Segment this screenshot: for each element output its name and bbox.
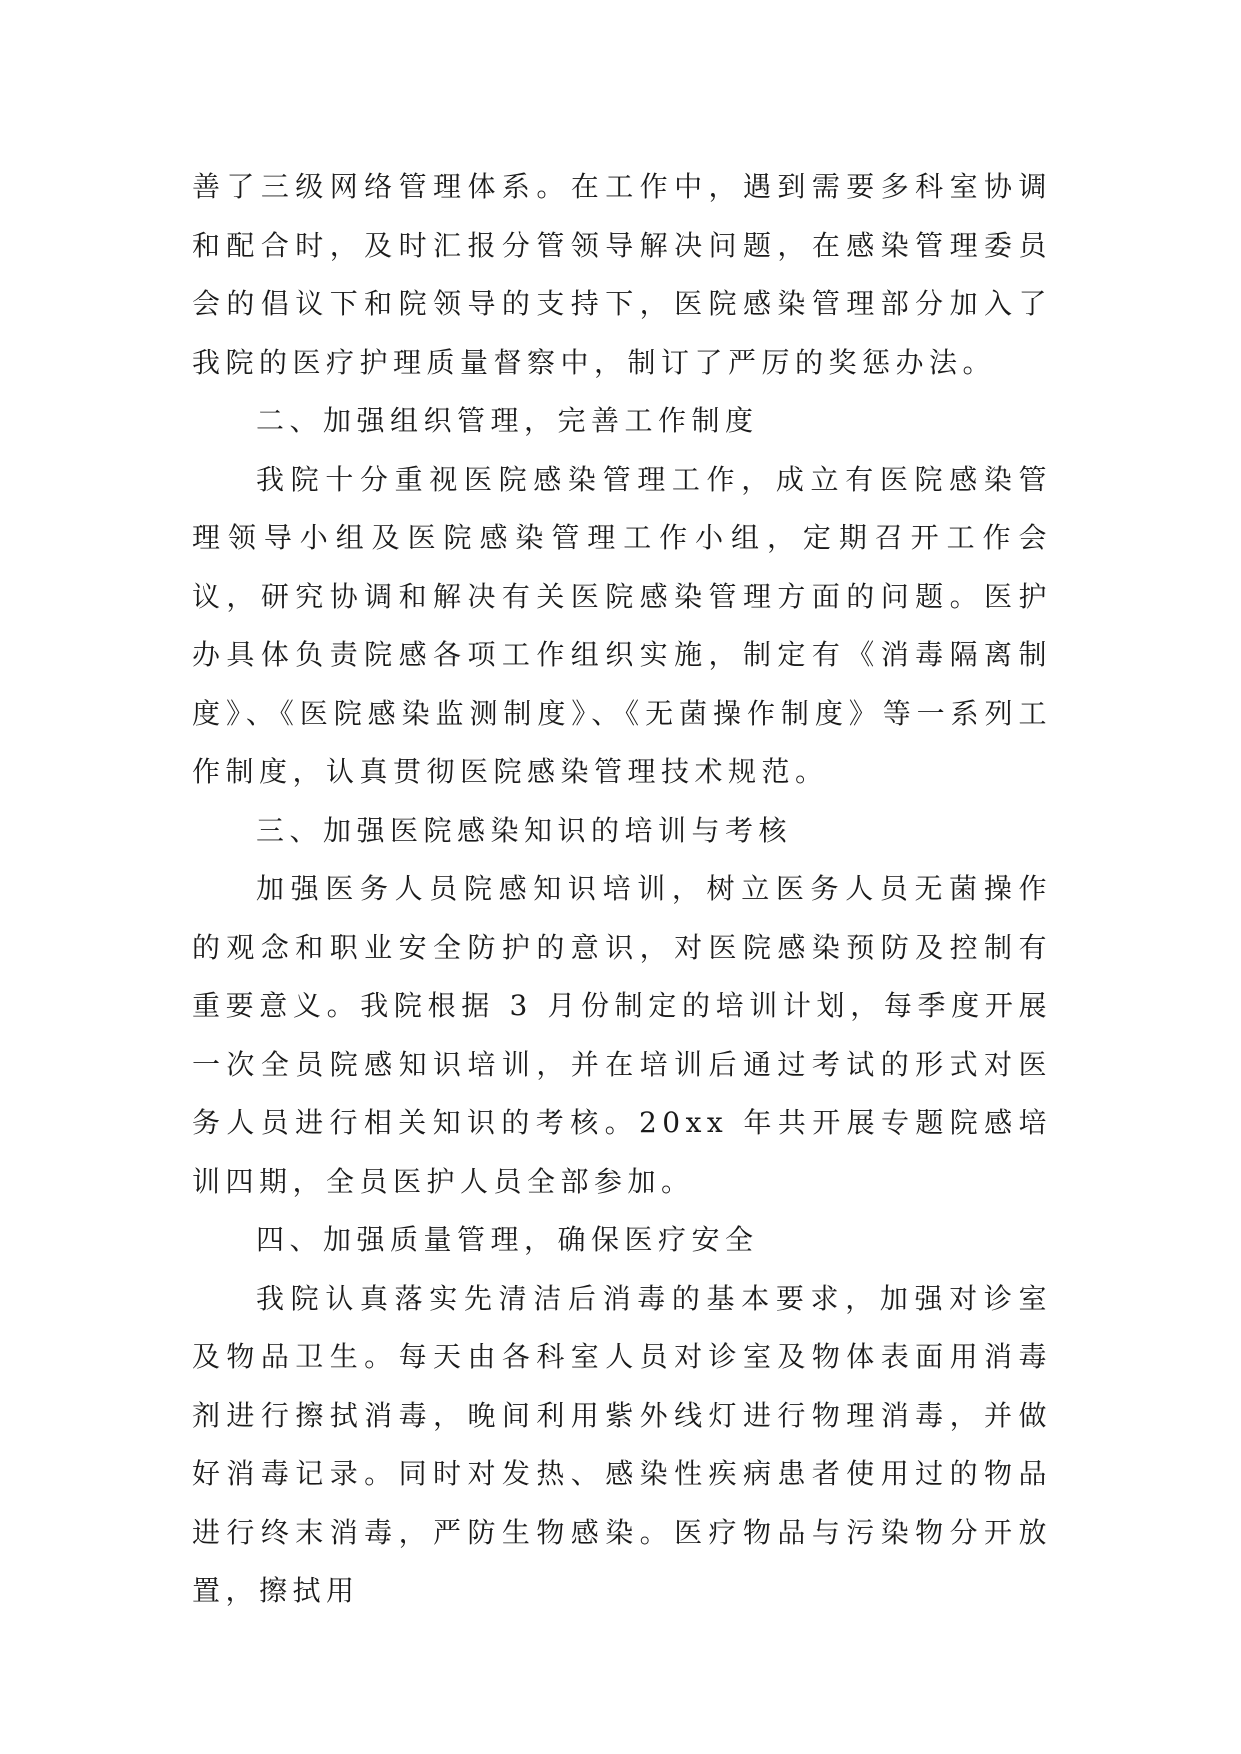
section-heading-3: 三、加强医院感染知识的培训与考核 — [256, 813, 793, 847]
paragraph-organization: 我院十分重视医院感染管理工作，成立有医院感染管理领导小组及医院感染管理工作小组，定期召开工作会议，研究协调和解决有关医院感染管理方面的问题。医护办具体负责院感各项工作组织实施，制定有《消毒隔离制度》、《医院感染监测制度》、《无菌操作制度》等一系列工作制度，认真贯彻医院感染管理技术规范。 — [192, 462, 1052, 788]
section-heading-2: 二、加强组织管理，完善工作制度 — [256, 404, 759, 437]
paragraph-quality: 我院认真落实先清洁后消毒的基本要求，加强对诊室及物品卫生。每天由各科室人员对诊室及物体表面用消毒剂进行擦拭消毒，晚间利用紫外线灯进行物理消毒，并做好消毒记录。同时对发热、感染性疾病患者使用过的物品进行终末消毒，严防生物感染。医疗物品与污染物分开放置，擦拭用 — [192, 1281, 1052, 1607]
paragraph-training: 加强医务人员院感知识培训，树立医务人员无菌操作的观念和职业安全防护的意识，对医院感染预防及控制有重要意义。我院根据 3 月份制定的培训计划，每季度开展一次全员院感知识培训，并在培训后通过考试的形式对医务人员进行相关知识的考核。20xx 年共开展专题院感培训四期，全员医护人员全部参加。 — [192, 872, 1052, 1198]
document-body — [192, 158, 1052, 1621]
section-heading-4: 四、加强质量管理，确保医疗安全 — [256, 1223, 759, 1256]
paragraph-continuation: 善了三级网络管理体系。在工作中，遇到需要多科室协调和配合时，及时汇报分管领导解决问题，在感染管理委员会的倡议下和院领导的支持下，医院感染管理部分加入了我院的医疗护理质量督察中，制订了严厉的奖惩办法。 — [192, 170, 1052, 379]
